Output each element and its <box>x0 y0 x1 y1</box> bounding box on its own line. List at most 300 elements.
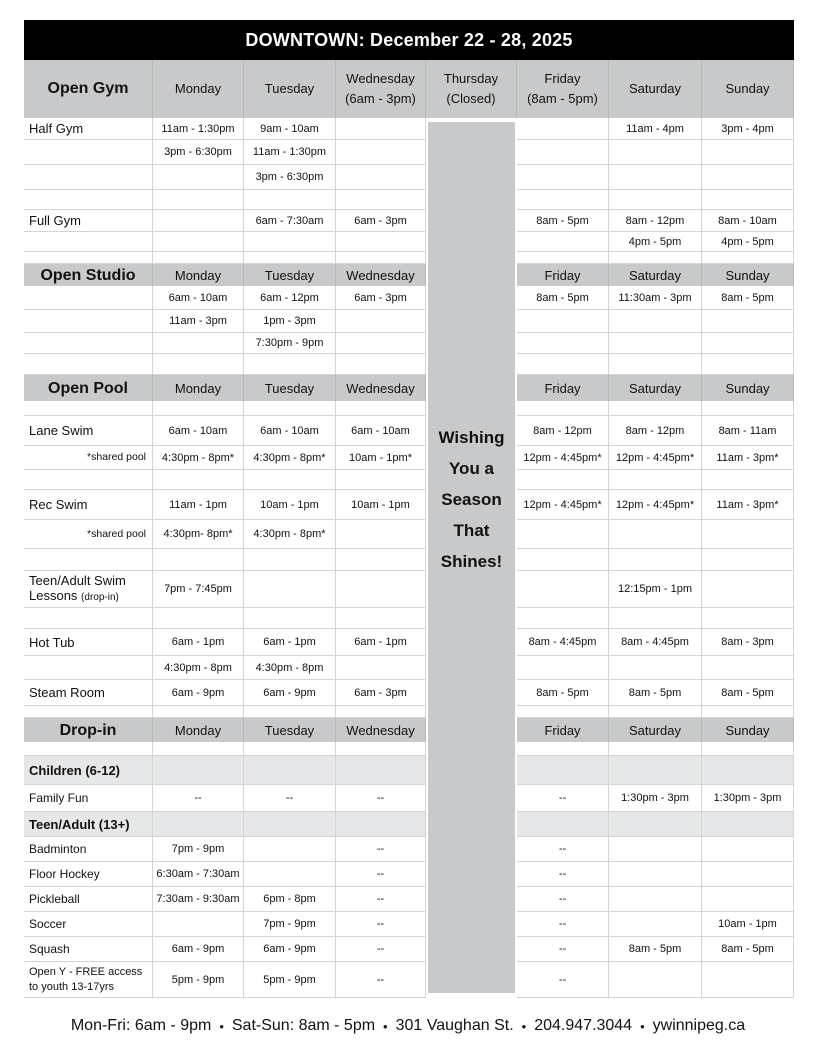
time-cell-wed <box>336 656 426 680</box>
time-cell-mon: 4:30pm - 8pm <box>153 656 244 680</box>
table-row <box>24 140 794 165</box>
time-cell-mon <box>153 470 244 490</box>
time-cell-sat <box>609 742 702 756</box>
time-cell-sun <box>702 549 794 571</box>
time-cell-wed <box>336 354 426 375</box>
time-cell-tue <box>244 837 336 862</box>
header-tuesday: Tuesday <box>244 264 336 286</box>
time-cell-tue <box>244 232 336 252</box>
footer-phone[interactable]: 204.947.3044 <box>534 1017 633 1034</box>
time-cell-sat: 8am - 12pm <box>609 416 702 446</box>
time-cell-mon <box>153 756 244 785</box>
header-saturday: Saturday <box>609 264 702 286</box>
time-cell-sat <box>609 190 702 210</box>
section-drop-in: Drop-in <box>24 718 153 742</box>
time-cell-tue <box>244 812 336 837</box>
table-row <box>24 608 794 629</box>
activity-label <box>24 608 153 629</box>
time-cell-mon <box>153 232 244 252</box>
activity-label <box>24 310 153 333</box>
time-cell-sun <box>702 140 794 165</box>
table-row <box>24 520 794 549</box>
time-cell-sat <box>609 470 702 490</box>
table-row <box>24 962 794 998</box>
time-cell-sat <box>609 706 702 718</box>
activity-label <box>24 549 153 571</box>
time-cell-fri <box>517 756 609 785</box>
time-cell-sun <box>702 190 794 210</box>
time-cell-sun <box>702 962 794 998</box>
time-cell-sat <box>609 165 702 190</box>
activity-label <box>24 742 153 756</box>
time-cell-tue: 4:30pm - 8pm* <box>244 446 336 470</box>
table-row <box>24 470 794 490</box>
time-cell-fri <box>517 470 609 490</box>
table-row <box>24 310 794 333</box>
time-cell-sat <box>609 333 702 354</box>
time-cell-tue <box>244 571 336 608</box>
time-cell-fri <box>517 401 609 416</box>
time-cell-sun: 8am - 10am <box>702 210 794 232</box>
time-cell-tue: 5pm - 9pm <box>244 962 336 998</box>
time-cell-sat <box>609 608 702 629</box>
time-cell-tue <box>244 470 336 490</box>
activity-label: Badminton <box>24 837 153 862</box>
time-cell-sun <box>702 706 794 718</box>
time-cell-fri <box>517 232 609 252</box>
time-cell-sun: 11am - 3pm* <box>702 446 794 470</box>
time-cell-fri <box>517 118 609 140</box>
header-saturday: Saturday <box>609 60 702 118</box>
open-studio-header-row <box>24 264 794 286</box>
time-cell-wed: -- <box>336 912 426 937</box>
time-cell-fri: -- <box>517 837 609 862</box>
time-cell-fri: 8am - 5pm <box>517 210 609 232</box>
time-cell-sun <box>702 470 794 490</box>
time-cell-fri: 8am - 5pm <box>517 680 609 706</box>
time-cell-wed <box>336 608 426 629</box>
time-cell-tue: 6am - 9pm <box>244 680 336 706</box>
time-cell-tue: 9am - 10am <box>244 118 336 140</box>
time-cell-mon <box>153 549 244 571</box>
time-cell-sun: 3pm - 4pm <box>702 118 794 140</box>
time-cell-sun <box>702 310 794 333</box>
bullet-separator: • <box>521 1018 527 1034</box>
header-saturday: Saturday <box>609 718 702 742</box>
time-cell-wed <box>336 549 426 571</box>
time-cell-tue <box>244 354 336 375</box>
activity-label <box>24 252 153 264</box>
activity-label: Family Fun <box>24 785 153 812</box>
activity-label <box>24 333 153 354</box>
thursday-closed-banner <box>428 122 515 993</box>
time-cell-wed: 10am - 1pm* <box>336 446 426 470</box>
time-cell-tue: 6am - 1pm <box>244 629 336 656</box>
time-cell-mon: 6am - 9pm <box>153 937 244 962</box>
time-cell-fri <box>517 742 609 756</box>
time-cell-fri <box>517 310 609 333</box>
time-cell-wed <box>336 310 426 333</box>
time-cell-sat <box>609 887 702 912</box>
time-cell-tue <box>244 549 336 571</box>
time-cell-tue <box>244 190 336 210</box>
time-cell-sun <box>702 862 794 887</box>
time-cell-mon: 6am - 10am <box>153 416 244 446</box>
time-cell-wed: -- <box>336 862 426 887</box>
table-row <box>24 629 794 656</box>
time-cell-wed <box>336 470 426 490</box>
time-cell-sun <box>702 333 794 354</box>
time-cell-tue: 7:30pm - 9pm <box>244 333 336 354</box>
category-row <box>24 812 794 837</box>
activity-label <box>24 190 153 210</box>
schedule-title: DOWNTOWN: December 22 - 28, 2025 <box>24 20 794 60</box>
time-cell-sat: 1:30pm - 3pm <box>609 785 702 812</box>
table-row <box>24 446 794 470</box>
time-cell-sun <box>702 812 794 837</box>
time-cell-wed <box>336 118 426 140</box>
footer-info <box>0 1012 816 1040</box>
header-sunday: Sunday <box>702 264 794 286</box>
header-friday: Friday <box>517 375 609 401</box>
time-cell-mon <box>153 165 244 190</box>
time-cell-tue: 3pm - 6:30pm <box>244 165 336 190</box>
time-cell-fri <box>517 656 609 680</box>
activity-label: Full Gym <box>24 210 153 232</box>
time-cell-sat <box>609 310 702 333</box>
time-cell-wed: 6am - 10am <box>336 416 426 446</box>
activity-label: *shared pool <box>24 520 153 549</box>
table-row <box>24 837 794 862</box>
time-cell-sat <box>609 656 702 680</box>
table-row <box>24 862 794 887</box>
time-cell-mon: 6am - 9pm <box>153 680 244 706</box>
table-row <box>24 742 794 756</box>
time-cell-wed: 6am - 3pm <box>336 210 426 232</box>
header-friday-label: Friday <box>544 71 581 86</box>
time-cell-fri <box>517 571 609 608</box>
activity-label-note: (drop-in) <box>81 592 119 603</box>
time-cell-wed: 10am - 1pm <box>336 490 426 520</box>
time-cell-wed <box>336 165 426 190</box>
table-row <box>24 118 794 140</box>
time-cell-wed: 6am - 1pm <box>336 629 426 656</box>
activity-label <box>24 140 153 165</box>
activity-label: Half Gym <box>24 118 153 140</box>
section-open-gym: Open Gym <box>24 60 153 118</box>
time-cell-sat <box>609 862 702 887</box>
time-cell-fri: -- <box>517 785 609 812</box>
time-cell-sun <box>702 656 794 680</box>
time-cell-sun: 8am - 11am <box>702 416 794 446</box>
table-row <box>24 333 794 354</box>
section-open-studio: Open Studio <box>24 264 153 286</box>
time-cell-mon <box>153 912 244 937</box>
header-monday: Monday <box>153 264 244 286</box>
header-sunday: Sunday <box>702 60 794 118</box>
time-cell-wed <box>336 706 426 718</box>
closed-message-line: That <box>453 521 490 540</box>
time-cell-sat <box>609 812 702 837</box>
category-label: Children (6-12) <box>24 756 153 785</box>
table-row <box>24 401 794 416</box>
time-cell-tue: 6am - 7:30am <box>244 210 336 232</box>
activity-label: Lane Swim <box>24 416 153 446</box>
time-cell-fri: 8am - 12pm <box>517 416 609 446</box>
time-cell-fri <box>517 812 609 837</box>
time-cell-sat <box>609 354 702 375</box>
table-row <box>24 706 794 718</box>
activity-label-line <box>29 588 126 605</box>
header-wednesday: Wednesday <box>336 375 426 401</box>
activity-label-line <box>29 980 142 995</box>
time-cell-tue: 6am - 12pm <box>244 286 336 310</box>
time-cell-sat <box>609 520 702 549</box>
footer-weekend-hours: Sat-Sun: 8am - 5pm <box>231 1017 376 1034</box>
time-cell-mon <box>153 706 244 718</box>
header-monday: Monday <box>153 718 244 742</box>
time-cell-fri: -- <box>517 937 609 962</box>
activity-label-line: Open Y - FREE access <box>29 965 143 978</box>
time-cell-sat: 8am - 5pm <box>609 937 702 962</box>
time-cell-sat <box>609 401 702 416</box>
time-cell-sun <box>702 608 794 629</box>
time-cell-wed: -- <box>336 837 426 862</box>
time-cell-fri: -- <box>517 912 609 937</box>
time-cell-fri <box>517 190 609 210</box>
time-cell-sun <box>702 252 794 264</box>
time-cell-mon <box>153 812 244 837</box>
table-row <box>24 252 794 264</box>
header-thursday-label: Thursday <box>443 71 499 86</box>
header-wednesday-hours: (6am - 3pm) <box>345 91 416 106</box>
activity-label <box>24 232 153 252</box>
table-row <box>24 912 794 937</box>
header-monday: Monday <box>153 60 244 118</box>
drop-in-header-row <box>24 718 794 742</box>
time-cell-fri: -- <box>517 962 609 998</box>
time-cell-mon: 5pm - 9pm <box>153 962 244 998</box>
activity-label: Squash <box>24 937 153 962</box>
time-cell-sat: 11:30am - 3pm <box>609 286 702 310</box>
activity-label-text <box>29 573 126 605</box>
table-row <box>24 937 794 962</box>
time-cell-fri <box>517 165 609 190</box>
time-cell-fri <box>517 520 609 549</box>
header-friday: Friday <box>517 264 609 286</box>
activity-label <box>24 165 153 190</box>
activity-label: *shared pool <box>24 446 153 470</box>
time-cell-fri: -- <box>517 862 609 887</box>
time-cell-sun <box>702 571 794 608</box>
bullet-separator: • <box>219 1018 224 1034</box>
category-row <box>24 756 794 785</box>
time-cell-sat: 8am - 5pm <box>609 680 702 706</box>
time-cell-mon: 4:30pm- 8pm* <box>153 520 244 549</box>
header-sunday: Sunday <box>702 718 794 742</box>
time-cell-wed: -- <box>336 962 426 998</box>
closed-message-line: You a <box>448 459 495 478</box>
time-cell-sat: 12:15pm - 1pm <box>609 571 702 608</box>
time-cell-mon: 7pm - 7:45pm <box>153 571 244 608</box>
activity-label-line2: Lessons <box>29 588 78 603</box>
bullet-separator: • <box>640 1018 645 1034</box>
time-cell-mon <box>153 210 244 232</box>
activity-label-line2: to youth 13-17yrs <box>29 980 114 993</box>
bullet-separator: • <box>383 1018 388 1034</box>
activity-label <box>24 286 153 310</box>
closed-message-line: Season <box>441 490 502 509</box>
time-cell-wed: -- <box>336 785 426 812</box>
closed-message-line: Wishing <box>438 428 505 447</box>
header-row <box>24 60 794 118</box>
time-cell-mon: 6am - 10am <box>153 286 244 310</box>
time-cell-mon <box>153 190 244 210</box>
time-cell-tue: 11am - 1:30pm <box>244 140 336 165</box>
table-row <box>24 232 794 252</box>
header-sunday: Sunday <box>702 375 794 401</box>
header-thursday-hours: (Closed) <box>446 91 496 106</box>
time-cell-fri: 8am - 4:45pm <box>517 629 609 656</box>
time-cell-wed: -- <box>336 887 426 912</box>
time-cell-wed <box>336 401 426 416</box>
time-cell-tue: 4:30pm - 8pm <box>244 656 336 680</box>
time-cell-fri <box>517 706 609 718</box>
time-cell-sun <box>702 165 794 190</box>
header-friday <box>517 60 609 118</box>
time-cell-wed <box>336 190 426 210</box>
header-monday: Monday <box>153 375 244 401</box>
footer-weekday-hours: Mon-Fri: 6am - 9pm <box>70 1017 212 1034</box>
time-cell-sun: 8am - 5pm <box>702 286 794 310</box>
time-cell-fri <box>517 354 609 375</box>
time-cell-sun: 8am - 3pm <box>702 629 794 656</box>
time-cell-wed <box>336 812 426 837</box>
activity-label <box>24 401 153 416</box>
time-cell-mon: 6:30am - 7:30am <box>153 862 244 887</box>
time-cell-mon: 11am - 1:30pm <box>153 118 244 140</box>
time-cell-sat <box>609 962 702 998</box>
activity-label: Floor Hockey <box>24 862 153 887</box>
time-cell-sat: 12pm - 4:45pm* <box>609 490 702 520</box>
time-cell-mon: -- <box>153 785 244 812</box>
table-row <box>24 210 794 232</box>
time-cell-sun: 8am - 5pm <box>702 680 794 706</box>
time-cell-mon <box>153 354 244 375</box>
time-cell-mon <box>153 333 244 354</box>
time-cell-mon <box>153 742 244 756</box>
time-cell-mon: 11am - 3pm <box>153 310 244 333</box>
time-cell-sun <box>702 520 794 549</box>
activity-label: Pickleball <box>24 887 153 912</box>
time-cell-tue: 4:30pm - 8pm* <box>244 520 336 549</box>
activity-label <box>24 571 153 608</box>
time-cell-tue: 6pm - 8pm <box>244 887 336 912</box>
header-wednesday <box>336 60 426 118</box>
header-wednesday: Wednesday <box>336 264 426 286</box>
header-wednesday: Wednesday <box>336 718 426 742</box>
time-cell-wed <box>336 333 426 354</box>
header-thursday <box>426 60 517 118</box>
table-row <box>24 490 794 520</box>
activity-label-line: Teen/Adult Swim <box>29 573 126 588</box>
time-cell-sun: 11am - 3pm* <box>702 490 794 520</box>
activity-label <box>24 962 153 998</box>
table-row <box>24 887 794 912</box>
time-cell-fri <box>517 140 609 165</box>
time-cell-fri: 12pm - 4:45pm* <box>517 490 609 520</box>
time-cell-sat: 4pm - 5pm <box>609 232 702 252</box>
time-cell-fri: 8am - 5pm <box>517 286 609 310</box>
time-cell-sat <box>609 756 702 785</box>
time-cell-mon: 7:30am - 9:30am <box>153 887 244 912</box>
activity-label: Steam Room <box>24 680 153 706</box>
time-cell-mon <box>153 401 244 416</box>
time-cell-wed <box>336 571 426 608</box>
time-cell-tue <box>244 756 336 785</box>
time-cell-sun <box>702 742 794 756</box>
header-tuesday: Tuesday <box>244 718 336 742</box>
time-cell-wed <box>336 232 426 252</box>
footer-website-link[interactable]: ywinnipeg.ca <box>652 1017 746 1034</box>
table-row <box>24 680 794 706</box>
time-cell-sun: 4pm - 5pm <box>702 232 794 252</box>
header-tuesday: Tuesday <box>244 60 336 118</box>
time-cell-wed: 6am - 3pm <box>336 286 426 310</box>
time-cell-wed <box>336 756 426 785</box>
time-cell-fri: 12pm - 4:45pm* <box>517 446 609 470</box>
time-cell-sat: 8am - 4:45pm <box>609 629 702 656</box>
time-cell-fri <box>517 333 609 354</box>
time-cell-wed <box>336 252 426 264</box>
table-row <box>24 656 794 680</box>
time-cell-sun: 8am - 5pm <box>702 937 794 962</box>
category-label: Teen/Adult (13+) <box>24 812 153 837</box>
time-cell-sat: 12pm - 4:45pm* <box>609 446 702 470</box>
time-cell-tue: 6am - 9pm <box>244 937 336 962</box>
time-cell-tue <box>244 608 336 629</box>
time-cell-sat <box>609 549 702 571</box>
time-cell-tue: -- <box>244 785 336 812</box>
time-cell-mon: 11am - 1pm <box>153 490 244 520</box>
time-cell-wed: -- <box>336 937 426 962</box>
table-row <box>24 354 794 375</box>
time-cell-fri <box>517 549 609 571</box>
time-cell-fri: -- <box>517 887 609 912</box>
time-cell-sun <box>702 756 794 785</box>
time-cell-wed: 6am - 3pm <box>336 680 426 706</box>
time-cell-wed <box>336 140 426 165</box>
activity-label: Soccer <box>24 912 153 937</box>
time-cell-tue: 1pm - 3pm <box>244 310 336 333</box>
footer-address: 301 Vaughan St. <box>395 1017 514 1034</box>
time-cell-sat <box>609 837 702 862</box>
activity-label-text <box>29 965 142 995</box>
activity-label <box>24 706 153 718</box>
time-cell-mon <box>153 252 244 264</box>
header-tuesday: Tuesday <box>244 375 336 401</box>
time-cell-wed <box>336 520 426 549</box>
header-friday-hours: (8am - 5pm) <box>527 91 598 106</box>
section-open-pool: Open Pool <box>24 375 153 401</box>
time-cell-mon <box>153 608 244 629</box>
table-row <box>24 165 794 190</box>
table-row <box>24 286 794 310</box>
time-cell-sun <box>702 401 794 416</box>
time-cell-sat <box>609 140 702 165</box>
header-friday: Friday <box>517 718 609 742</box>
time-cell-tue <box>244 401 336 416</box>
